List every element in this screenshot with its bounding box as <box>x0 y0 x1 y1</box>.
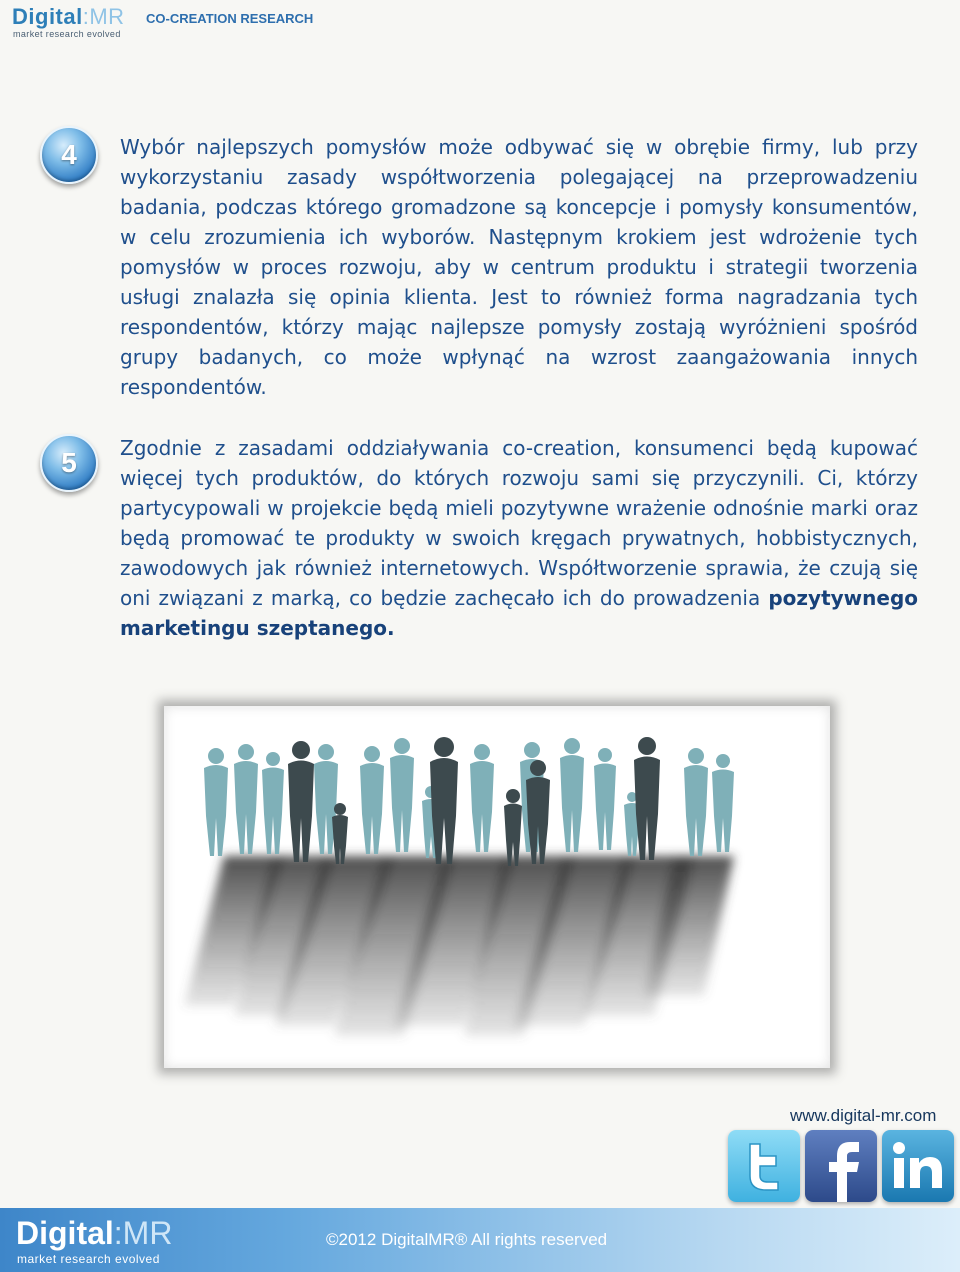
page-header <box>0 0 960 45</box>
twitter-icon[interactable] <box>728 1130 800 1202</box>
section-label: CO-CREATION RESEARCH <box>146 11 314 26</box>
paragraph-5-text: Zgodnie z zasadami oddziaływania co-creation, konsumenci będą kupować więcej tych produktów, do których rozwoju sami się przyczynili. Ci, którzy partycypowali w projekcie będą mieli pozytywne wrażenie odnośnie marki oraz będą promować te produkty w swoich kręgach prywatnych, hobbistycznych, zawodowych jak również internetowych. Współtworzenie sprawia, że czują się oni związani z marką, co będzie zachęcało ich do prowadzenia <box>120 436 918 610</box>
digitalmr-footer-logo[interactable] <box>16 1214 206 1266</box>
crowd-shadows <box>184 856 734 1036</box>
paragraph-4: Wybór najlepszych pomysłów może odbywać się w obrębie firmy, lub przy wykorzystaniu zasady współtworzenia polegającej na przeprowadzeniu badania, podczas którego gromadzone są koncepcje i pomysły konsumentów, w celu zrozumienia ich wyborów. Następnym krokiem jest wdrożenie tych pomysłów w proces rozwoju, aby w centrum produktu i strategii tworzenia usługi znalazła się opinia klienta. Jest to również forma nagradzania tych respondentów, którzy mając najlepsze pomysły zostają wyróżnieni spośród grupy badanych, co może wpłynąć na wzrost zaangażowania innych respondentów. <box>120 135 918 399</box>
badge-number: 4 <box>61 139 77 170</box>
facebook-icon[interactable] <box>805 1130 877 1202</box>
number-badge-5 <box>40 434 98 492</box>
footer-logo-wordmark: Digital:MR <box>16 1215 173 1251</box>
facebook-logo <box>805 1130 877 1202</box>
badge-number: 5 <box>61 447 77 478</box>
number-badge-4 <box>40 126 98 184</box>
page-footer <box>0 1208 960 1272</box>
copyright-text: ©2012 DigitalMR® All rights reserved <box>326 1230 608 1249</box>
linkedin-icon[interactable] <box>882 1130 954 1202</box>
logo-tagline: market research evolved <box>13 29 121 39</box>
paragraph-5-bold: pozytywnego marketingu szeptanego. <box>120 586 918 640</box>
linkedin-logo <box>882 1130 954 1202</box>
digitalmr-logo[interactable] <box>12 4 136 40</box>
logo-wordmark: Digital:MR <box>12 4 125 29</box>
website-link[interactable]: www.digital-mr.com <box>790 1106 937 1125</box>
paragraph-5 <box>120 433 918 643</box>
crowd-image <box>164 706 830 1068</box>
twitter-logo <box>728 1130 800 1202</box>
footer-logo-tagline: market research evolved <box>17 1252 160 1266</box>
crowd-silhouettes-illustration <box>164 706 830 1068</box>
